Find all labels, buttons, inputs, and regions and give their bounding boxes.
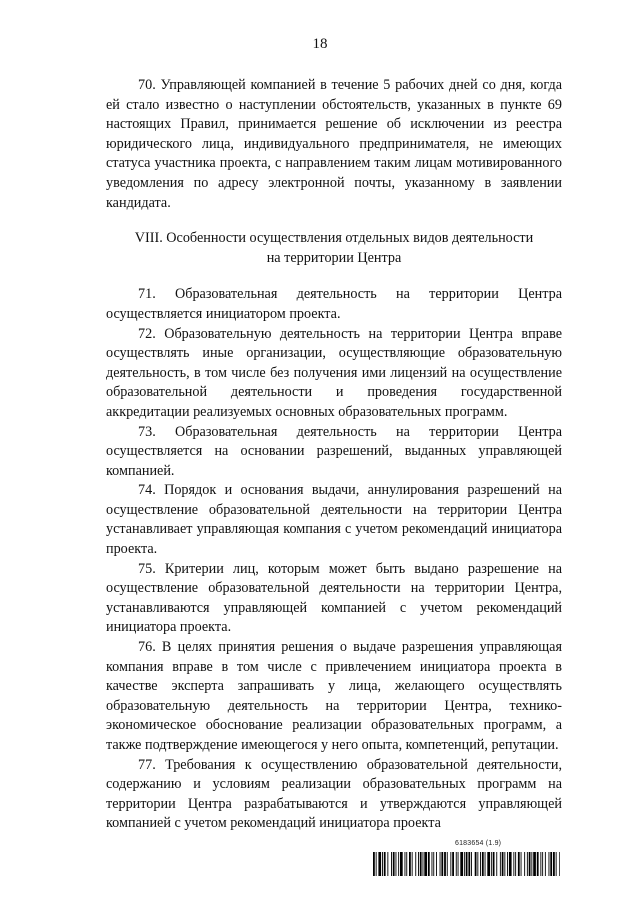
paragraph-73: 73. Образовательная деятельность на территории Центра осуществляется на основании разрешений, выданных управляющей компанией. — [106, 423, 562, 479]
paragraph-72: 72. Образовательную деятельность на территории Центра вправе осуществлять иные организации, осуществляющие образовательную деятельность, в том числе без получения ими лицензий на осуществление образовательной деятельности и проведения государственной аккредитации реализуемых основных образовательных программ. — [106, 325, 562, 420]
paragraph-70: 70. Управляющей компанией в течение 5 рабочих дней со дня, когда ей стало известно о наступлении обстоятельств, указанных в пункте 69 настоящих Правил, принимается решение об исключении из реестра юридического лица, индивидуального предпринимателя, не имеющих статуса участника проекта, с направлением таким лицам мотивированного уведомления по адресу электронной почты, указанному в заявлении кандидата. — [106, 77, 562, 211]
paragraph-75: 75. Критерии лиц, которым может быть выдано разрешение на осуществление образовательной деятельности на территории Центра, устанавливаются управляющей компанией с учетом рекомендаций инициатора проекта. — [106, 560, 562, 636]
section-heading-line-1: VIII. Особенности осуществления отдельных видов деятельности — [134, 230, 534, 247]
page-number: 18 — [312, 36, 328, 52]
section-heading-line-2: на территории Центра — [266, 249, 402, 266]
paragraph-74: 74. Порядок и основания выдачи, аннулирования разрешений на осуществление образовательной деятельности на территории Центра устанавливает управляющая компания с учетом рекомендаций инициатора проекта. — [106, 482, 562, 558]
document-body — [106, 76, 562, 834]
section-heading — [106, 229, 562, 268]
barcode — [373, 852, 560, 876]
paragraph-71: 71. Образовательная деятельность на территории Центра осуществляется инициатором проекта. — [106, 286, 562, 322]
document-code: 6183654 (1.9) — [455, 840, 502, 847]
paragraph-77: 77. Требования к осуществлению образовательной деятельности, содержанию и условиям реализации образовательных программ на территории Центра разрабатываются и утверждаются управляющей компанией с учетом рекомендаций инициатора проекта — [106, 756, 562, 832]
paragraph-76: 76. В целях принятия решения о выдаче разрешения управляющая компания вправе в том числе с привлечением инициатора проекта в качестве эксперта запрашивать у лица, желающего осуществлять образовательную деятельность на территории Центра, технико-экономическое обоснование реализации образовательных программ, а также подтверждение имеющегося у него опыта, компетенций, репутации. — [106, 639, 562, 753]
